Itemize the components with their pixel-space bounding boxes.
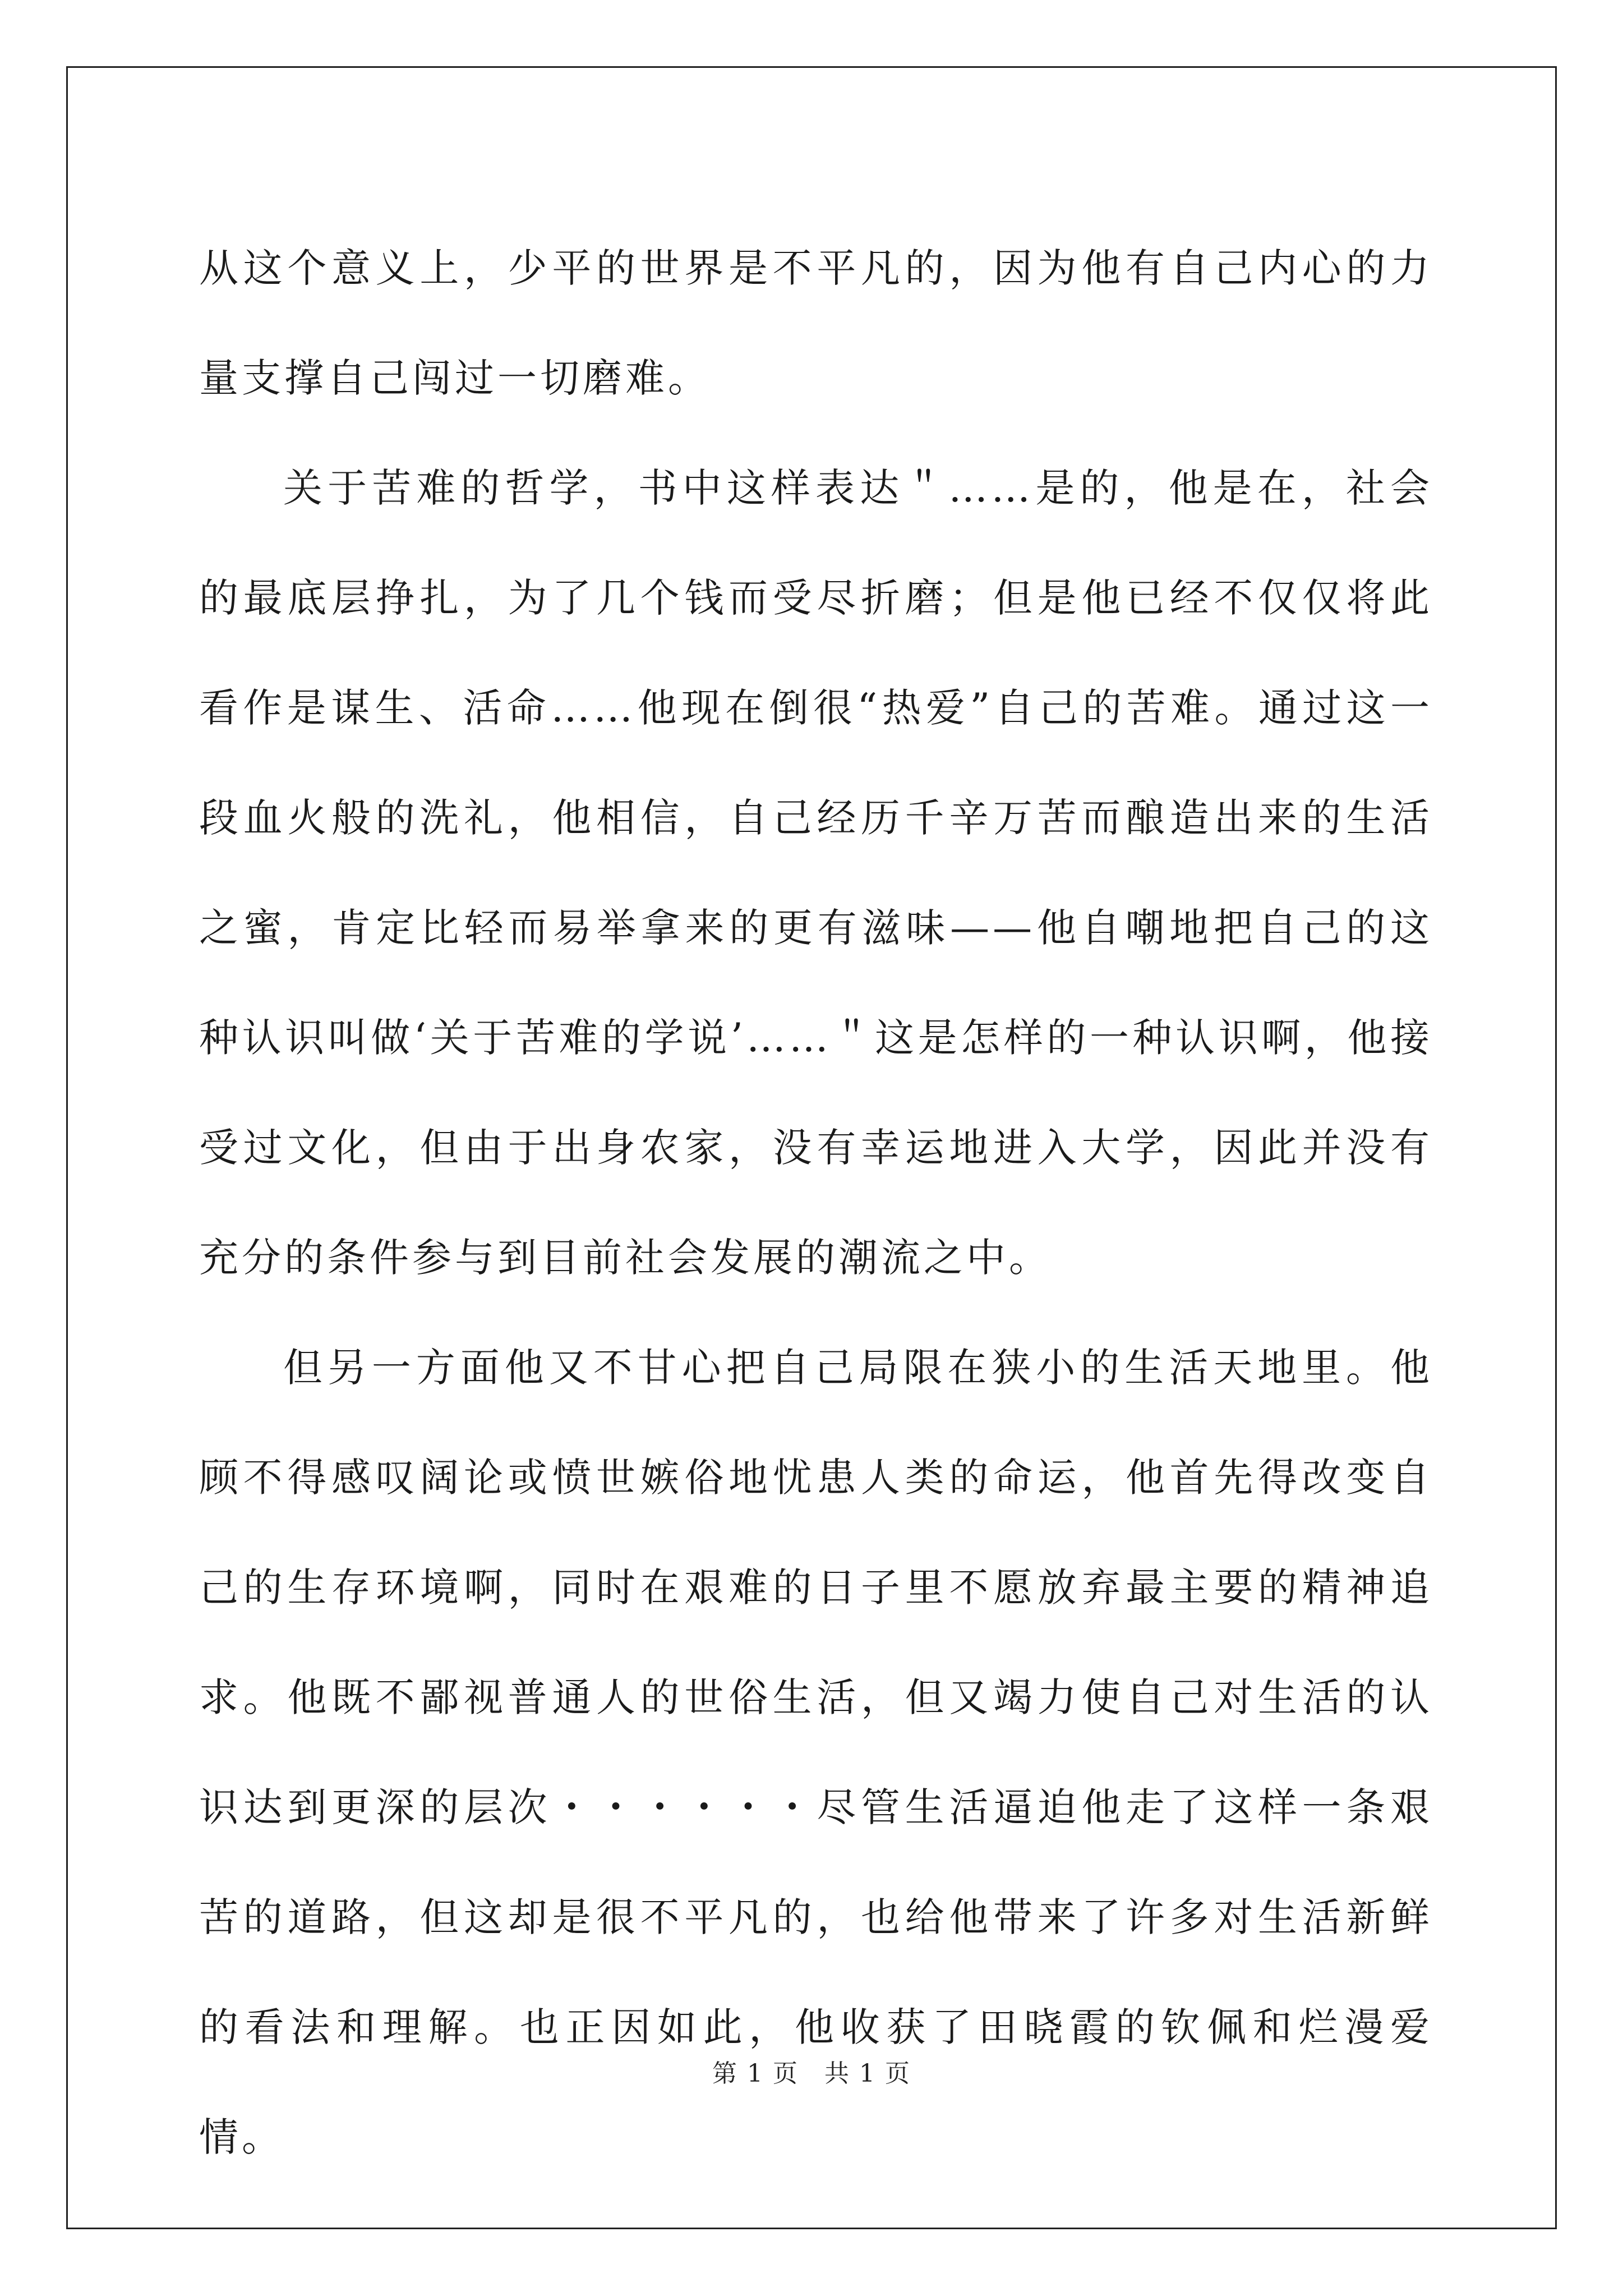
page-number-footer: 第 1 页 共 1 页 — [712, 2059, 911, 2088]
paragraph-1: 从这个意义上，少平的世界是不平凡的，因为他有自己内心的力量支撑自己闯过一切磨难。 — [199, 245, 1433, 401]
document-body — [199, 213, 1433, 2192]
paragraph-3: 但另一方面他又不甘心把自己局限在狭小的生活天地里。他顾不得感叹阔论或愤世嫉俗地忧患人类的命运，他首先得改变自己的生存环境啊，同时在艰难的日子里不愿放弃最主要的精神追求。他既不鄙视普通人的世俗生活，但又竭力使自己对生活的认识达到更深的层次・・・・・・尽管生活逼迫他走了这样一条艰苦的道路，但这却是很不平凡的，也给他带来了许多对生活新鲜的看法和理解。也正因如此，他收获了田晓霞的钦佩和烂漫爱情。 — [199, 1345, 1433, 2160]
paragraph-2: 关于苦难的哲学，书中这样表达＂……是的，他是在，社会的最底层挣扎，为了几个钱而受尽折磨；但是他已经不仅仅将此看作是谋生、活命……他现在倒很“热爱”自己的苦难。通过这一段血火般的洗礼，他相信，自己经历千辛万苦而酿造出来的生活之蜜，肯定比轻而易举拿来的更有滋味——他自嘲地把自己的这种认识叫做‘关于苦难的学说’……＂这是怎样的一种认识啊，他接受过文化，但由于出身农家，没有幸运地进入大学，因此并没有充分的条件参与到目前社会发展的潮流之中。 — [199, 465, 1433, 1281]
